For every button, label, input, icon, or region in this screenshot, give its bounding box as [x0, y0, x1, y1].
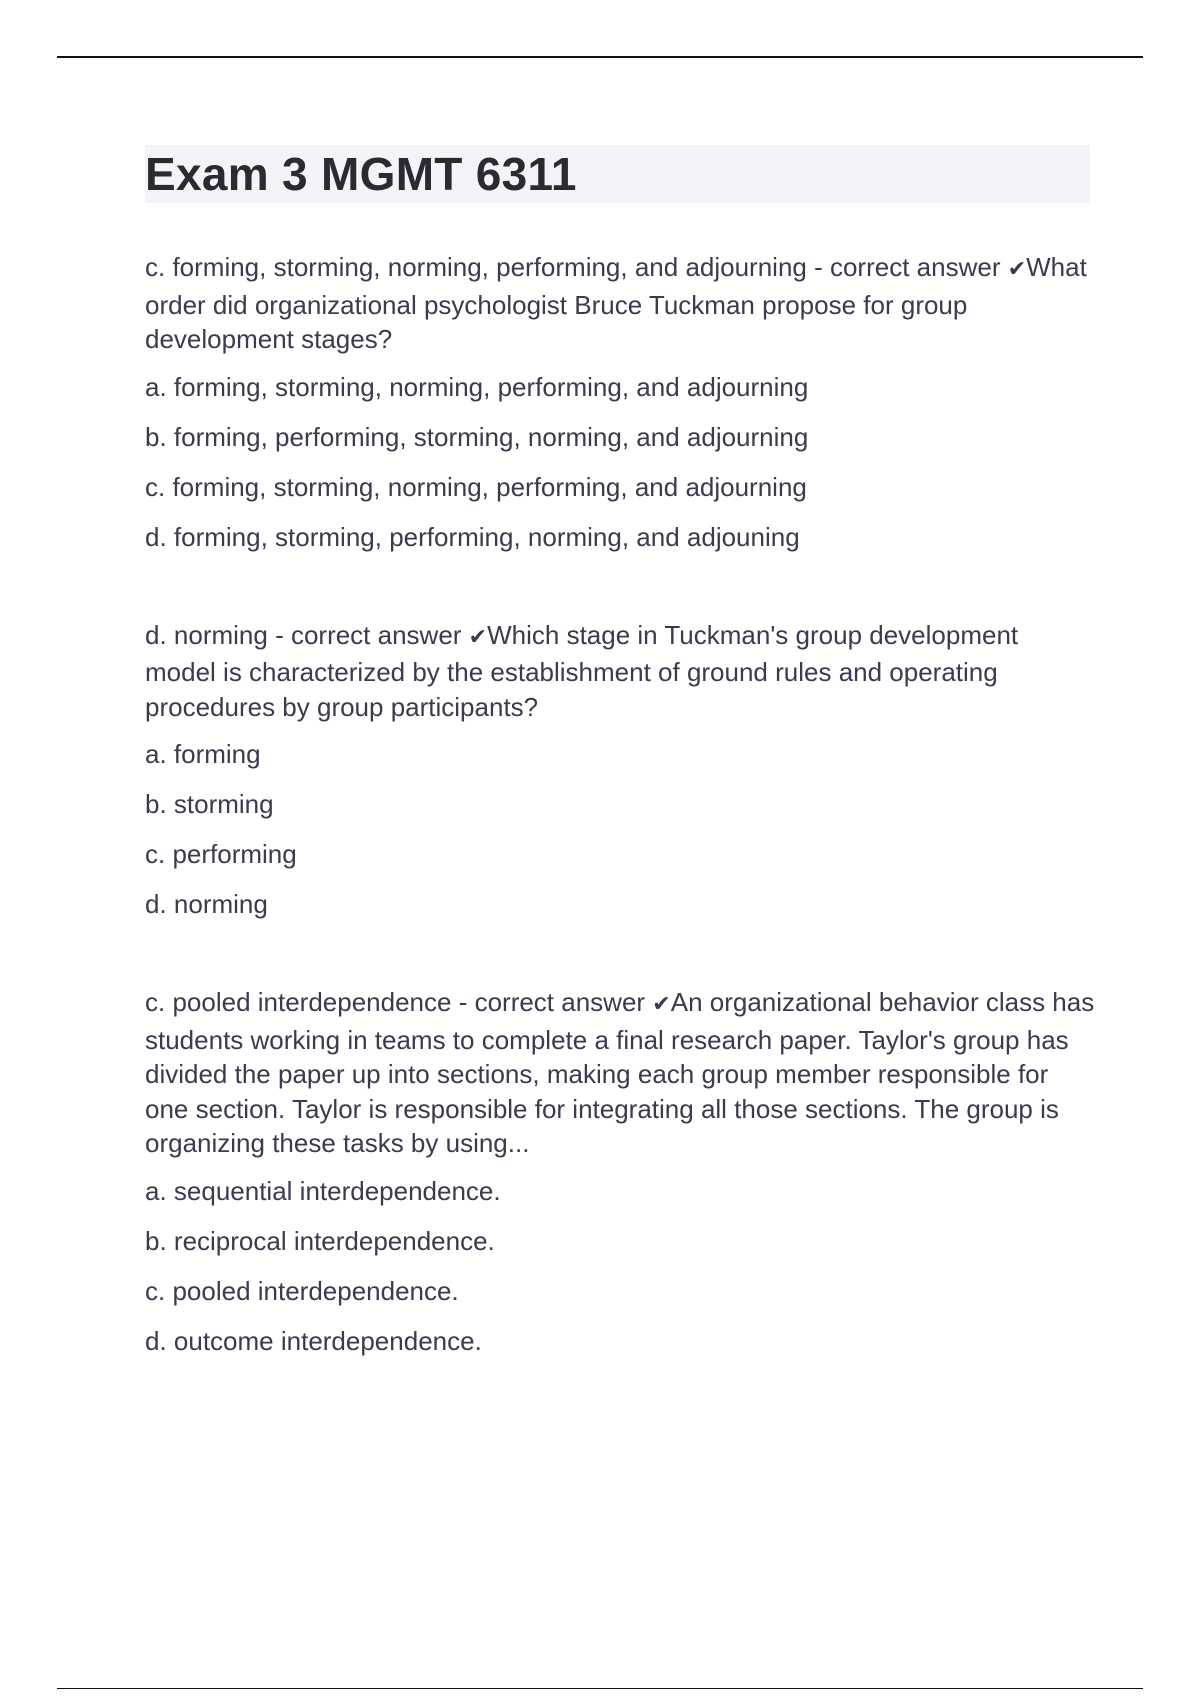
page-title: Exam 3 MGMT 6311: [145, 148, 577, 200]
question-prompt: [145, 250, 1095, 357]
check-icon: ✔: [468, 624, 488, 650]
question-text: Which stage in Tuckman's group development model is characterized by the establishment of ground rules and operating procedures by group participants?: [145, 619, 1019, 722]
check-icon: ✔: [1007, 257, 1027, 282]
answer-option-d: d. norming: [145, 889, 268, 919]
correct-answer-text: d. norming - correct answer: [145, 619, 469, 650]
bottom-rule: [57, 1688, 1143, 1689]
answer-option-b: b. reciprocal interdependence.: [145, 1225, 495, 1256]
question-text: An organizational behavior class has students working in teams to complete a final research paper. Taylor's group has divided the paper up into sections, making each group member responsible for one section. Taylor is responsible for integrating all those sections. The group is organizing these tasks by using...: [145, 987, 1095, 1158]
correct-answer-text: c. pooled interdependence - correct answer: [145, 987, 653, 1017]
answer-option-c: c. forming, storming, norming, performing, and adjourning: [145, 471, 807, 502]
correct-answer-text: c. forming, storming, norming, performing, and adjourning - correct answer: [145, 252, 1008, 282]
answer-option-c: c. pooled interdependence.: [145, 1275, 459, 1306]
answer-option-d: d. forming, storming, performing, norming, and adjouning: [145, 521, 800, 552]
question-prompt: [145, 985, 1095, 1161]
answer-option-a: a. sequential interdependence.: [145, 1175, 501, 1206]
question-prompt: [145, 618, 1095, 725]
top-rule: [57, 56, 1143, 58]
question-list: [145, 250, 1095, 1422]
answer-option-c: c. performing: [145, 839, 297, 869]
question-block-1: [145, 250, 1095, 554]
answer-option-b: b. storming: [145, 789, 274, 819]
check-icon: ✔: [652, 992, 671, 1017]
question-block-2: [145, 618, 1095, 922]
answer-option-a: a. forming, storming, norming, performing, and adjourning: [145, 371, 809, 402]
question-text: What order did organizational psychologist Bruce Tuckman propose for group development stages?: [145, 252, 1087, 354]
question-block-3: [145, 985, 1095, 1358]
title-band: [145, 145, 1090, 203]
answer-option-a: a. forming: [145, 739, 261, 769]
answer-option-d: d. outcome interdependence.: [145, 1325, 482, 1356]
answer-option-b: b. forming, performing, storming, norming, and adjourning: [145, 421, 809, 452]
